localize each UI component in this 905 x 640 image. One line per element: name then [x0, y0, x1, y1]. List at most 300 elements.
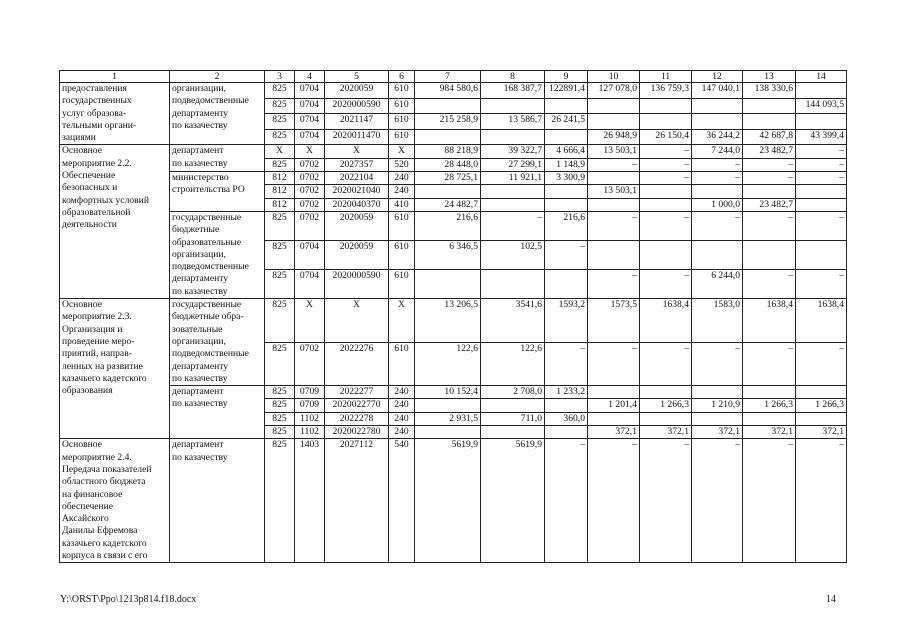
value-cell — [481, 98, 545, 114]
value-cell — [588, 98, 640, 114]
table-row — [60, 299, 847, 343]
executor-line: департамент — [172, 386, 224, 398]
value-cell — [640, 98, 692, 114]
value-cell: – — [692, 439, 743, 563]
value-cell: 2022278 — [325, 412, 389, 425]
value-cell: – — [692, 211, 743, 240]
value-cell: 410 — [389, 198, 415, 211]
value-cell — [545, 399, 588, 412]
value-cell: Х — [389, 145, 415, 158]
value-cell: 610 — [389, 83, 415, 99]
value-cell: 1102 — [295, 412, 325, 425]
executor-line: департаменту — [172, 107, 229, 119]
measure-name-line: мероприятие 2.4. — [62, 451, 132, 463]
value-cell: 825 — [265, 158, 295, 171]
measure-name-cell — [60, 83, 170, 145]
value-cell — [743, 114, 796, 130]
value-cell: 26 150,4 — [640, 129, 692, 145]
value-cell — [743, 412, 796, 425]
value-cell — [640, 185, 692, 198]
value-cell: 13 503,1 — [588, 145, 640, 158]
table-row — [60, 83, 847, 99]
measure-name-line: деятельности — [62, 219, 117, 231]
value-cell: 825 — [265, 412, 295, 425]
value-cell: – — [588, 342, 640, 386]
value-cell: 27 299,1 — [481, 158, 545, 171]
value-cell — [588, 240, 640, 269]
measure-name-cell — [60, 145, 170, 299]
value-cell: 2020022780 — [325, 426, 389, 439]
value-cell: 24 482,7 — [415, 198, 481, 211]
value-cell — [415, 98, 481, 114]
value-cell: 825 — [265, 439, 295, 563]
value-cell: 5619,9 — [481, 439, 545, 563]
value-cell: – — [692, 172, 743, 185]
value-cell: 4 666,4 — [545, 145, 588, 158]
value-cell — [640, 412, 692, 425]
value-cell — [796, 198, 847, 211]
value-cell: 1 000,0 — [692, 198, 743, 211]
value-cell: – — [588, 211, 640, 240]
value-cell: – — [588, 270, 640, 299]
value-cell: 1638,4 — [796, 299, 847, 343]
column-number: 2 — [170, 71, 265, 83]
value-cell: 2020040370 — [325, 198, 389, 211]
value-cell: – — [743, 342, 796, 386]
value-cell: 0704 — [295, 83, 325, 99]
value-cell: – — [796, 145, 847, 158]
value-cell: – — [743, 172, 796, 185]
footer-page-number: 14 — [826, 594, 836, 605]
column-number: 8 — [481, 71, 545, 83]
budget-table — [59, 70, 847, 563]
measure-name-line: услуг образова- — [62, 107, 127, 119]
value-cell: 0702 — [295, 185, 325, 198]
value-cell — [415, 270, 481, 299]
value-cell: 825 — [265, 129, 295, 145]
value-cell: 1638,4 — [640, 299, 692, 343]
value-cell: 136 759,3 — [640, 83, 692, 99]
value-cell — [588, 386, 640, 399]
value-cell — [545, 185, 588, 198]
value-cell — [796, 185, 847, 198]
value-cell — [481, 129, 545, 145]
executor-cell — [170, 439, 265, 563]
value-cell: 2027112 — [325, 439, 389, 563]
value-cell: – — [796, 342, 847, 386]
value-cell: 6 346,5 — [415, 240, 481, 269]
value-cell: 6 244,0 — [692, 270, 743, 299]
value-cell: – — [796, 158, 847, 171]
value-cell: 812 — [265, 198, 295, 211]
value-cell: 122,6 — [415, 342, 481, 386]
value-cell: 5619,9 — [415, 439, 481, 563]
value-cell: 360,0 — [545, 412, 588, 425]
column-number: 4 — [295, 71, 325, 83]
value-cell: 13 206,5 — [415, 299, 481, 343]
value-cell: 825 — [265, 114, 295, 130]
value-cell: 42 687,8 — [743, 129, 796, 145]
value-cell: 610 — [389, 98, 415, 114]
value-cell: 372,1 — [640, 426, 692, 439]
value-cell: 2020021040 — [325, 185, 389, 198]
value-cell: 0704 — [295, 98, 325, 114]
value-cell — [796, 412, 847, 425]
measure-name-line: Обеспечение — [62, 170, 116, 182]
measure-name-line: казачьего кадетского — [62, 372, 147, 384]
value-cell — [415, 185, 481, 198]
value-cell: – — [743, 211, 796, 240]
value-cell — [640, 114, 692, 130]
value-cell: 216,6 — [545, 211, 588, 240]
value-cell: 610 — [389, 211, 415, 240]
value-cell — [692, 240, 743, 269]
footer-file-path: Y:\ORST\Ppo\1213p814.f18.docx — [60, 594, 197, 605]
value-cell: – — [545, 342, 588, 386]
value-cell — [481, 198, 545, 211]
value-cell: 1 233,2 — [545, 386, 588, 399]
value-cell: 13 503,1 — [588, 185, 640, 198]
value-cell: Х — [389, 299, 415, 343]
executor-line: зовательные — [172, 323, 223, 335]
executor-line: организации, — [172, 248, 226, 260]
value-cell: 10 152,4 — [415, 386, 481, 399]
value-cell — [588, 412, 640, 425]
value-cell: 812 — [265, 185, 295, 198]
table-row — [60, 439, 847, 563]
executor-line: государственные — [172, 299, 242, 311]
measure-name-line: Аксайского — [62, 513, 109, 525]
value-cell — [640, 240, 692, 269]
executor-cell — [170, 299, 265, 386]
value-cell — [796, 114, 847, 130]
table-row — [60, 172, 847, 185]
value-cell — [640, 386, 692, 399]
column-number: 10 — [588, 71, 640, 83]
executor-line: образовательные — [172, 236, 242, 248]
value-cell: Х — [325, 145, 389, 158]
value-cell: 2022104 — [325, 172, 389, 185]
executor-line: по казачеству — [172, 157, 228, 169]
value-cell: 825 — [265, 98, 295, 114]
value-cell: 2020059 — [325, 83, 389, 99]
value-cell: – — [545, 439, 588, 563]
value-cell: 0702 — [295, 211, 325, 240]
value-cell: Х — [325, 299, 389, 343]
column-number: 12 — [692, 71, 743, 83]
executor-line: подведомственные — [172, 348, 249, 360]
measure-name-line: образовательной — [62, 206, 131, 218]
value-cell: 825 — [265, 211, 295, 240]
table-row — [60, 211, 847, 240]
executor-line: бюджетные — [172, 224, 220, 236]
value-cell: 3541,6 — [481, 299, 545, 343]
value-cell: 610 — [389, 114, 415, 130]
executor-line: по казачеству — [172, 372, 228, 384]
measure-name-line: комфортных условий — [62, 194, 149, 206]
executor-line: бюджетные обра- — [172, 311, 244, 323]
value-cell: 520 — [389, 158, 415, 171]
value-cell: 711,0 — [481, 412, 545, 425]
value-cell — [415, 399, 481, 412]
measure-name-cell — [60, 439, 170, 563]
value-cell: 2021147 — [325, 114, 389, 130]
value-cell — [481, 270, 545, 299]
executor-line: департаменту — [172, 273, 229, 285]
header-row — [60, 71, 847, 83]
value-cell: 2020000590 — [325, 270, 389, 299]
value-cell — [588, 172, 640, 185]
executor-line: организации, — [172, 335, 226, 347]
measure-name-line: Основное — [62, 145, 102, 157]
measure-name-line: Данилы Ефремова — [62, 525, 138, 537]
value-cell: 372,1 — [588, 426, 640, 439]
value-cell: 825 — [265, 399, 295, 412]
value-cell: 825 — [265, 270, 295, 299]
value-cell: – — [545, 240, 588, 269]
value-cell: 28 448,0 — [415, 158, 481, 171]
value-cell: 825 — [265, 299, 295, 343]
column-number: 13 — [743, 71, 796, 83]
value-cell: 825 — [265, 342, 295, 386]
executor-line: государственные — [172, 211, 242, 223]
value-cell: – — [796, 439, 847, 563]
value-cell: 23 482,7 — [743, 145, 796, 158]
value-cell — [692, 114, 743, 130]
value-cell: 2 708,0 — [481, 386, 545, 399]
value-cell: – — [743, 158, 796, 171]
value-cell — [796, 386, 847, 399]
executor-cell — [170, 83, 265, 145]
value-cell — [545, 129, 588, 145]
value-cell: 540 — [389, 439, 415, 563]
value-cell: 144 093,5 — [796, 98, 847, 114]
measure-name-line: предоставления — [62, 83, 127, 94]
value-cell: – — [796, 172, 847, 185]
executor-cell — [170, 145, 265, 172]
value-cell: 0704 — [295, 240, 325, 269]
value-cell — [415, 426, 481, 439]
measure-name-line: Передача показателей — [62, 463, 152, 475]
measure-name-line: мероприятие 2.2. — [62, 157, 132, 169]
value-cell: 1403 — [295, 439, 325, 563]
value-cell: 0709 — [295, 386, 325, 399]
measure-name-line: казачьего кадетского — [62, 537, 147, 549]
value-cell: 240 — [389, 412, 415, 425]
value-cell: 0704 — [295, 114, 325, 130]
measure-name-line: мероприятие 2.3. — [62, 311, 132, 323]
value-cell: 984 580,6 — [415, 83, 481, 99]
column-number: 14 — [796, 71, 847, 83]
executor-line: по казачеству — [172, 285, 228, 297]
column-number: 9 — [545, 71, 588, 83]
value-cell: 26 241,5 — [545, 114, 588, 130]
value-cell: – — [796, 211, 847, 240]
measure-name-line: проведение меро- — [62, 335, 135, 347]
value-cell: – — [692, 342, 743, 386]
value-cell: 1 266,3 — [743, 399, 796, 412]
column-number: 5 — [325, 71, 389, 83]
executor-line: министерство — [172, 172, 229, 184]
value-cell: 1593,2 — [545, 299, 588, 343]
value-cell: 23 482,7 — [743, 198, 796, 211]
value-cell: Х — [265, 145, 295, 158]
value-cell — [692, 185, 743, 198]
executor-line: по казачеству — [172, 398, 228, 410]
value-cell: 0704 — [295, 129, 325, 145]
value-cell: 168 387,7 — [481, 83, 545, 99]
value-cell: 2027357 — [325, 158, 389, 171]
value-cell: 0702 — [295, 158, 325, 171]
value-cell: 13 586,7 — [481, 114, 545, 130]
measure-name-line: корпуса в связи с его — [62, 549, 148, 561]
value-cell — [415, 129, 481, 145]
value-cell: 825 — [265, 240, 295, 269]
value-cell: 216,6 — [415, 211, 481, 240]
value-cell: 1 266,3 — [640, 399, 692, 412]
value-cell: 147 040,1 — [692, 83, 743, 99]
value-cell — [545, 198, 588, 211]
value-cell: – — [481, 211, 545, 240]
value-cell: – — [640, 172, 692, 185]
value-cell: 240 — [389, 386, 415, 399]
value-cell: 372,1 — [796, 426, 847, 439]
value-cell: 1573,5 — [588, 299, 640, 343]
value-cell: 812 — [265, 172, 295, 185]
executor-line: по казачеству — [172, 451, 228, 463]
executor-line: департаменту — [172, 360, 229, 372]
value-cell: 3 300,9 — [545, 172, 588, 185]
value-cell — [545, 426, 588, 439]
value-cell — [692, 386, 743, 399]
value-cell: – — [743, 439, 796, 563]
value-cell: 7 244,0 — [692, 145, 743, 158]
value-cell: 825 — [265, 83, 295, 99]
value-cell: Х — [295, 145, 325, 158]
value-cell: 610 — [389, 240, 415, 269]
value-cell: 825 — [265, 386, 295, 399]
value-cell — [545, 98, 588, 114]
value-cell: 1638,4 — [743, 299, 796, 343]
column-number: 7 — [415, 71, 481, 83]
value-cell: 215 258,9 — [415, 114, 481, 130]
value-cell: 1 210,9 — [692, 399, 743, 412]
value-cell: 1 201,4 — [588, 399, 640, 412]
measure-name-line: Основное — [62, 299, 102, 311]
value-cell: 43 399,4 — [796, 129, 847, 145]
value-cell: 138 330,6 — [743, 83, 796, 99]
value-cell: 240 — [389, 426, 415, 439]
value-cell: 2020059 — [325, 240, 389, 269]
measure-name-line: обеспечение — [62, 500, 114, 512]
measure-name-line: тельными органи- — [62, 119, 137, 131]
executor-line: департамент — [172, 439, 224, 451]
value-cell: 122891,4 — [545, 83, 588, 99]
value-cell: 102,5 — [481, 240, 545, 269]
value-cell — [481, 185, 545, 198]
value-cell: 122,6 — [481, 342, 545, 386]
value-cell — [743, 185, 796, 198]
executor-line: подведомственные — [172, 95, 249, 107]
executor-cell — [170, 386, 265, 439]
value-cell: 0702 — [295, 342, 325, 386]
executor-line: по казачеству — [172, 119, 228, 131]
value-cell: 2022277 — [325, 386, 389, 399]
measure-name-line: приятий, направ- — [62, 348, 132, 360]
value-cell: 11 921,1 — [481, 172, 545, 185]
table-row — [60, 386, 847, 399]
measure-name-line: на финансовое — [62, 488, 123, 500]
column-number: 11 — [640, 71, 692, 83]
value-cell: Х — [295, 299, 325, 343]
measure-name-line: государственных — [62, 95, 132, 107]
value-cell: 39 322,7 — [481, 145, 545, 158]
executor-cell — [170, 211, 265, 298]
value-cell: – — [640, 342, 692, 386]
value-cell: 2022276 — [325, 342, 389, 386]
measure-name-line: Основное — [62, 439, 102, 451]
executor-line: строительства РО — [172, 184, 245, 196]
measure-name-line: Организация и — [62, 323, 123, 335]
measure-name-line: зациями — [62, 132, 96, 144]
value-cell: 240 — [389, 185, 415, 198]
value-cell: – — [640, 270, 692, 299]
value-cell: 1 148,9 — [545, 158, 588, 171]
value-cell: – — [796, 270, 847, 299]
value-cell: 372,1 — [692, 426, 743, 439]
executor-line: организации, — [172, 83, 226, 94]
value-cell: 610 — [389, 270, 415, 299]
value-cell: 0704 — [295, 270, 325, 299]
value-cell — [796, 83, 847, 99]
value-cell — [743, 386, 796, 399]
value-cell — [481, 399, 545, 412]
value-cell: 240 — [389, 399, 415, 412]
value-cell: – — [588, 158, 640, 171]
value-cell: 1102 — [295, 426, 325, 439]
value-cell: – — [640, 145, 692, 158]
value-cell — [796, 240, 847, 269]
value-cell: – — [588, 439, 640, 563]
measure-name-line: ленных на развитие — [62, 360, 143, 372]
column-number: 1 — [60, 71, 170, 83]
value-cell: 127 078,0 — [588, 83, 640, 99]
executor-cell — [170, 172, 265, 212]
value-cell: – — [640, 211, 692, 240]
value-cell: – — [692, 158, 743, 171]
value-cell: 1 266,3 — [796, 399, 847, 412]
column-number: 6 — [389, 71, 415, 83]
value-cell: 240 — [389, 172, 415, 185]
value-cell — [692, 412, 743, 425]
value-cell: 825 — [265, 426, 295, 439]
value-cell: 2020011470 — [325, 129, 389, 145]
measure-name-line: образования — [62, 385, 113, 397]
value-cell: 2 931,5 — [415, 412, 481, 425]
value-cell: 26 948,9 — [588, 129, 640, 145]
value-cell — [588, 114, 640, 130]
value-cell — [481, 426, 545, 439]
value-cell — [640, 198, 692, 211]
value-cell: 1583,0 — [692, 299, 743, 343]
value-cell — [743, 98, 796, 114]
value-cell — [743, 240, 796, 269]
value-cell: 2020022770 — [325, 399, 389, 412]
value-cell — [545, 270, 588, 299]
value-cell: 610 — [389, 342, 415, 386]
value-cell: 28 725,1 — [415, 172, 481, 185]
measure-name-cell — [60, 299, 170, 439]
